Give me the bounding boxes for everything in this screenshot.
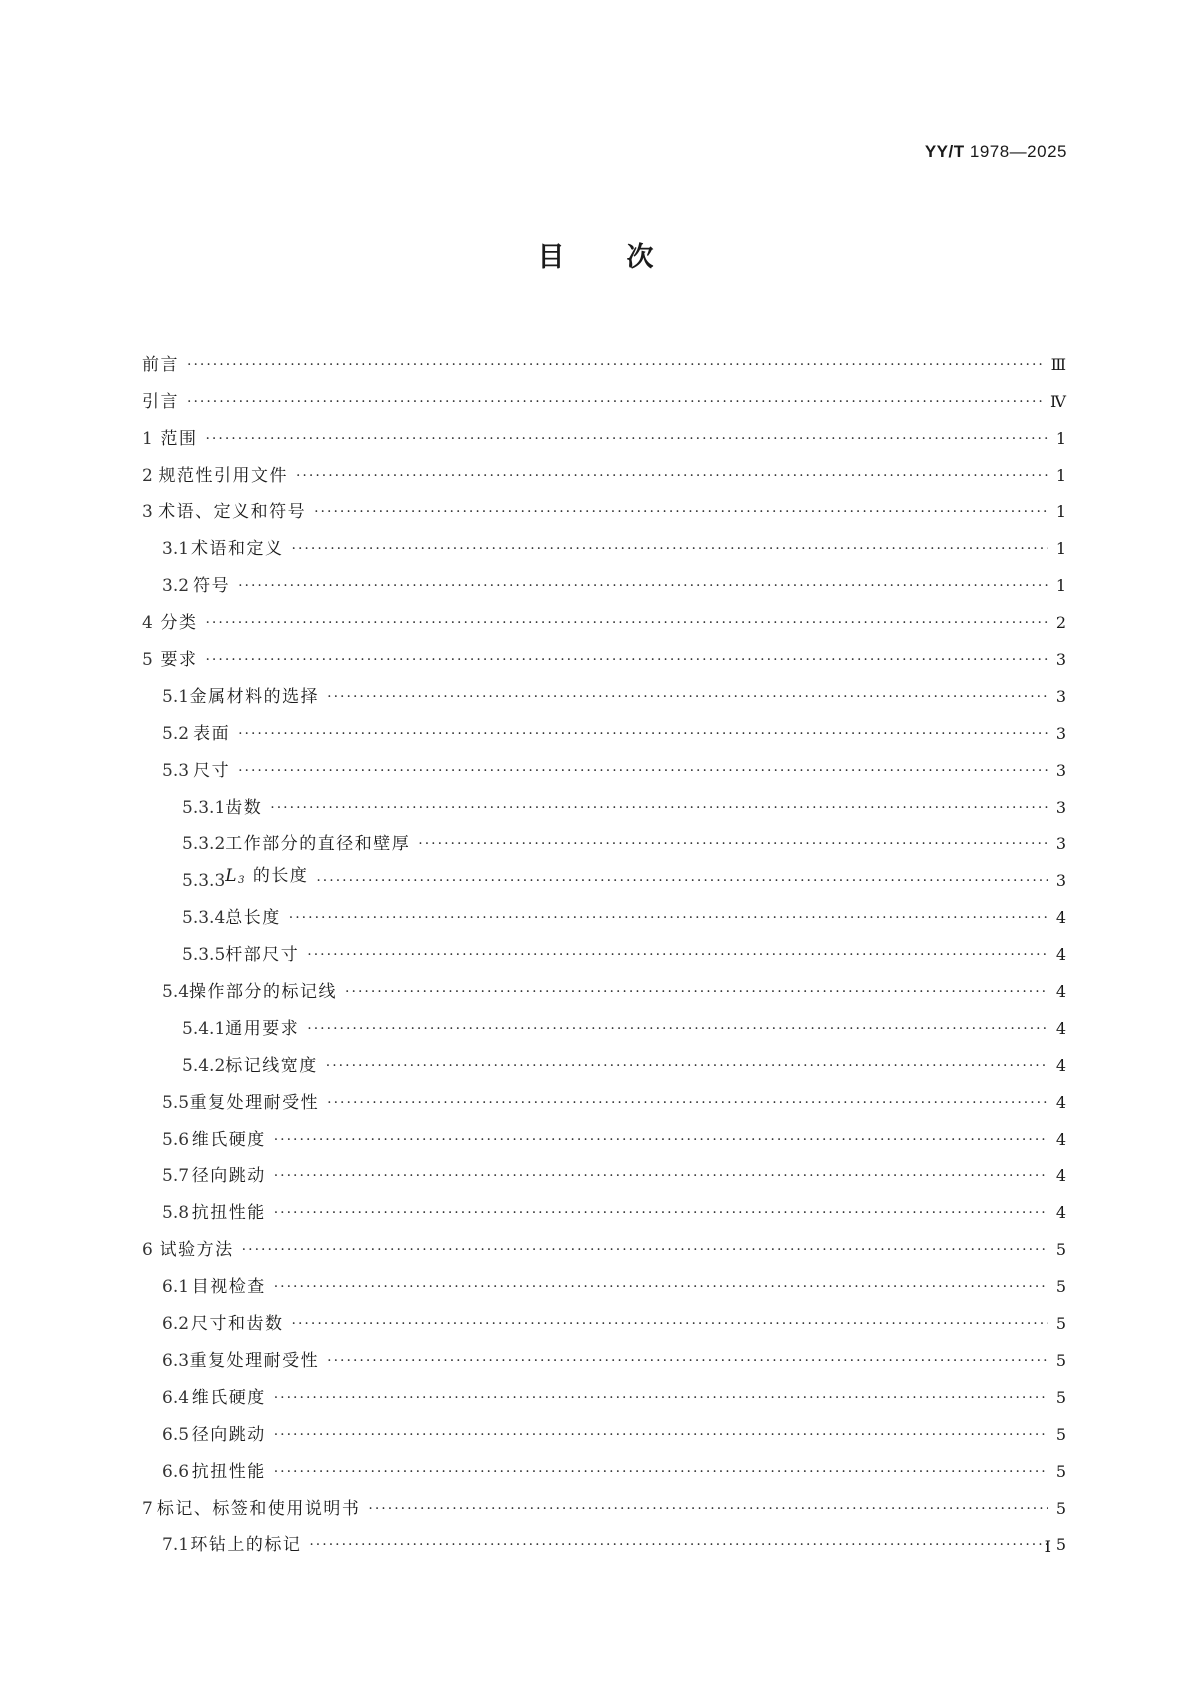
toc-leader-dots xyxy=(274,1275,1048,1299)
toc-entry-5-3-4[interactable] xyxy=(142,893,1066,930)
toc-entry-label: 目视检查 xyxy=(191,1277,266,1298)
toc-entry-page: 5 xyxy=(1055,1535,1066,1555)
toc-entry-number: 5.3.3 xyxy=(182,871,226,892)
toc-entry-page: 5 xyxy=(1055,1424,1066,1444)
toc-leader-dots xyxy=(307,1017,1048,1041)
toc-entry-number: 5.2 xyxy=(162,723,190,744)
toc-entry-number: 7.1 xyxy=(162,1535,190,1556)
toc-entry-label: 操作部分的标记线 xyxy=(189,982,338,1003)
toc-entry-number: 5.3.5 xyxy=(182,945,226,966)
toc-entry-6-3[interactable] xyxy=(142,1336,1066,1373)
toc-entry-4[interactable] xyxy=(142,598,1066,635)
toc-leader-dots xyxy=(326,1054,1048,1078)
toc-entry-label: 引言 xyxy=(142,391,179,412)
toc-entry-5-3-5[interactable] xyxy=(142,930,1066,967)
toc-leader-dots xyxy=(292,1312,1048,1336)
toc-entry-number: 6.1 xyxy=(162,1277,190,1298)
toc-leader-dots xyxy=(238,722,1048,746)
toc-entry-label: 重复处理耐受性 xyxy=(189,1092,320,1113)
toc-entry-5-4-2[interactable] xyxy=(142,1041,1066,1078)
toc-leader-dots xyxy=(274,1164,1048,1188)
toc-entry-number: 5.3.1 xyxy=(182,797,226,818)
toc-entry-page: 4 xyxy=(1055,1166,1066,1186)
toc-entry-introduction[interactable] xyxy=(142,377,1066,414)
toc-entry-label: 分类 xyxy=(160,613,198,634)
toc-entry-label: 标记线宽度 xyxy=(225,1055,318,1076)
toc-entry-number: 1 xyxy=(142,428,153,449)
toc-title-part2: 次 xyxy=(626,242,654,273)
toc-entry-number: 5.4 xyxy=(162,982,190,1003)
toc-entry-page: 1 xyxy=(1055,539,1066,559)
toc-entry-6-1[interactable] xyxy=(142,1262,1066,1299)
toc-entry-5-3-2[interactable] xyxy=(142,820,1066,857)
toc-leader-dots xyxy=(289,906,1048,930)
toc-list xyxy=(142,340,1066,1557)
toc-entry-page: 4 xyxy=(1055,1055,1066,1075)
toc-entry-label: 维氏硬度 xyxy=(191,1387,266,1408)
toc-entry-page: 3 xyxy=(1055,723,1066,743)
toc-entry-number: 6 xyxy=(142,1240,153,1261)
toc-entry-5-1[interactable] xyxy=(142,672,1066,709)
toc-entry-7-1[interactable] xyxy=(142,1521,1066,1558)
toc-leader-dots xyxy=(296,464,1048,488)
toc-entry-5-4-1[interactable] xyxy=(142,1004,1066,1041)
toc-entry-3-2[interactable] xyxy=(142,561,1066,598)
toc-entry-label: 通用要求 xyxy=(225,1018,300,1039)
toc-entry-number: 6.6 xyxy=(162,1461,190,1482)
toc-leader-dots xyxy=(274,1386,1048,1410)
toc-entry-page: 4 xyxy=(1055,1203,1066,1223)
toc-entry-6-2[interactable] xyxy=(142,1299,1066,1336)
toc-entry-label: 重复处理耐受性 xyxy=(189,1350,320,1371)
toc-entry-label: 径向跳动 xyxy=(191,1424,266,1445)
toc-leader-dots xyxy=(270,796,1048,820)
toc-entry-page: 5 xyxy=(1055,1387,1066,1407)
page-number: Ⅰ xyxy=(1044,1537,1051,1556)
toc-entry-5-3-1[interactable] xyxy=(142,783,1066,820)
toc-entry-page: 3 xyxy=(1055,686,1066,706)
toc-entry-label: 抗扭性能 xyxy=(191,1461,266,1482)
toc-entry-page: 5 xyxy=(1055,1240,1066,1260)
toc-leader-dots xyxy=(274,1128,1048,1152)
toc-entry-label: 维氏硬度 xyxy=(191,1129,266,1150)
toc-entry-label: 要求 xyxy=(160,650,198,671)
toc-entry-page: 3 xyxy=(1055,871,1066,891)
toc-entry-label: 抗扭性能 xyxy=(191,1203,266,1224)
toc-leader-dots xyxy=(238,574,1048,598)
toc-entry-number: 7 xyxy=(142,1498,153,1519)
toc-entry-label: 金属材料的选择 xyxy=(189,686,320,707)
toc-entry-page: 4 xyxy=(1055,908,1066,928)
toc-entry-number: 5 xyxy=(142,650,153,671)
toc-entry-number: 2 xyxy=(142,465,153,486)
document-code-prefix: YY/T xyxy=(924,142,965,161)
toc-leader-dots xyxy=(242,1238,1048,1262)
toc-entry-page: 5 xyxy=(1055,1277,1066,1297)
toc-entry-number: 6.5 xyxy=(162,1424,190,1445)
toc-entry-number: 5.5 xyxy=(162,1092,190,1113)
toc-entry-label: 尺寸 xyxy=(193,760,231,781)
toc-leader-dots xyxy=(309,1533,1048,1557)
toc-entry-number: 5.3.4 xyxy=(182,908,226,929)
toc-entry-label: 符号 xyxy=(193,576,231,597)
toc-entry-3-1[interactable] xyxy=(142,524,1066,561)
toc-entry-number: 6.4 xyxy=(162,1387,190,1408)
toc-entry-page: 4 xyxy=(1055,945,1066,965)
toc-entry-page: 5 xyxy=(1055,1314,1066,1334)
toc-entry-label: 术语、定义和符号 xyxy=(158,502,307,523)
toc-entry-page: 4 xyxy=(1055,1129,1066,1149)
toc-entry-page: Ⅲ xyxy=(1050,354,1066,374)
toc-entry-page: 3 xyxy=(1055,650,1066,670)
toc-entry-label: 表面 xyxy=(193,723,231,744)
toc-entry-page: Ⅳ xyxy=(1050,391,1066,411)
toc-leader-dots xyxy=(205,648,1048,672)
toc-entry-page: 3 xyxy=(1055,797,1066,817)
toc-entry-label: 齿数 xyxy=(225,797,263,818)
toc-entry-page: 1 xyxy=(1055,502,1066,522)
toc-entry-label: 总长度 xyxy=(225,908,281,929)
toc-entry-5-6[interactable] xyxy=(142,1115,1066,1152)
toc-leader-dots xyxy=(314,500,1048,524)
toc-entry-number: 5.7 xyxy=(162,1166,190,1187)
toc-entry-number: 5.4.1 xyxy=(182,1018,226,1039)
toc-entry-label-with-symbol: $L_3$ 的长度 xyxy=(225,866,309,887)
toc-entry-1[interactable] xyxy=(142,414,1066,451)
toc-entry-5-8[interactable] xyxy=(142,1188,1066,1225)
toc-entry-label: 杆部尺寸 xyxy=(225,945,300,966)
toc-entry-number: 5.3.2 xyxy=(182,834,226,855)
toc-leader-dots xyxy=(345,980,1048,1004)
document-code-number: 1978—2025 xyxy=(969,142,1067,161)
toc-entry-page: 5 xyxy=(1055,1350,1066,1370)
toc-entry-number: 5.8 xyxy=(162,1203,190,1224)
toc-leader-dots xyxy=(418,832,1048,856)
toc-entry-6-5[interactable] xyxy=(142,1410,1066,1447)
toc-entry-5-5[interactable] xyxy=(142,1078,1066,1115)
toc-leader-dots xyxy=(274,1460,1048,1484)
toc-entry-page: 3 xyxy=(1055,834,1066,854)
toc-entry-number: 6.2 xyxy=(162,1314,190,1335)
toc-entry-number: 3.2 xyxy=(162,576,190,597)
toc-entry-number: 5.6 xyxy=(162,1129,190,1150)
toc-entry-page: 2 xyxy=(1055,613,1066,633)
toc-entry-page: 4 xyxy=(1055,1018,1066,1038)
toc-entry-5-7[interactable] xyxy=(142,1152,1066,1189)
toc-leader-dots xyxy=(274,1423,1048,1447)
toc-leader-dots xyxy=(316,869,1048,893)
toc-entry-label: 工作部分的直径和壁厚 xyxy=(225,834,411,855)
toc-entry-page: 4 xyxy=(1055,1092,1066,1112)
toc-entry-label: 试验方法 xyxy=(159,1240,234,1261)
symbol-l3: $L_3$ xyxy=(225,866,246,887)
toc-entry-foreword[interactable] xyxy=(142,340,1066,377)
toc-leader-dots xyxy=(292,537,1048,561)
toc-entry-number: 3.1 xyxy=(162,539,190,560)
toc-entry-label: 标记、标签和使用说明书 xyxy=(156,1498,361,1519)
toc-entry-6[interactable] xyxy=(142,1225,1066,1262)
toc-leader-dots xyxy=(205,611,1048,635)
toc-entry-label: 尺寸和齿数 xyxy=(191,1314,284,1335)
toc-leader-dots xyxy=(327,685,1048,709)
toc-entry-number: 3 xyxy=(142,502,153,523)
toc-entry-3[interactable] xyxy=(142,488,1066,525)
toc-entry-6-4[interactable] xyxy=(142,1373,1066,1410)
toc-entry-page: 1 xyxy=(1055,428,1066,448)
toc-title-part1: 目 xyxy=(537,242,565,273)
document-code xyxy=(925,142,1067,162)
toc-entry-label: 规范性引用文件 xyxy=(158,465,288,486)
toc-entry-5-3[interactable] xyxy=(142,746,1066,783)
toc-entry-page: 3 xyxy=(1055,760,1066,780)
toc-leader-dots xyxy=(307,943,1048,967)
toc-title xyxy=(0,240,1191,276)
toc-entry-label: 环钻上的标记 xyxy=(190,1535,302,1556)
toc-leader-dots xyxy=(187,390,1044,414)
toc-leader-dots xyxy=(238,759,1048,783)
toc-entry-label: 前言 xyxy=(142,354,179,375)
toc-entry-5-3-3[interactable] xyxy=(142,856,1066,893)
toc-leader-dots xyxy=(274,1201,1048,1225)
toc-leader-dots xyxy=(205,427,1048,451)
toc-entry-page: 1 xyxy=(1055,465,1066,485)
toc-entry-5[interactable] xyxy=(142,635,1066,672)
toc-entry-number: 5.1 xyxy=(162,686,190,707)
toc-entry-page: 5 xyxy=(1055,1498,1066,1518)
toc-leader-dots xyxy=(368,1497,1048,1521)
toc-leader-dots xyxy=(327,1091,1048,1115)
toc-entry-5-2[interactable] xyxy=(142,709,1066,746)
toc-entry-7[interactable] xyxy=(142,1484,1066,1521)
toc-entry-page: 1 xyxy=(1055,576,1066,596)
toc-entry-number: 5.4.2 xyxy=(182,1055,226,1076)
toc-entry-label: 范围 xyxy=(160,428,198,449)
toc-entry-number: 4 xyxy=(142,613,153,634)
toc-entry-number: 6.3 xyxy=(162,1350,190,1371)
toc-entry-page: 5 xyxy=(1055,1461,1066,1481)
toc-entry-6-6[interactable] xyxy=(142,1447,1066,1484)
toc-entry-label: 术语和定义 xyxy=(191,539,284,560)
toc-entry-number: 5.3 xyxy=(162,760,190,781)
toc-entry-page: 4 xyxy=(1055,982,1066,1002)
toc-entry-5-4[interactable] xyxy=(142,967,1066,1004)
toc-entry-label: 径向跳动 xyxy=(191,1166,266,1187)
toc-entry-2[interactable] xyxy=(142,451,1066,488)
toc-leader-dots xyxy=(187,353,1045,377)
toc-leader-dots xyxy=(327,1349,1048,1373)
